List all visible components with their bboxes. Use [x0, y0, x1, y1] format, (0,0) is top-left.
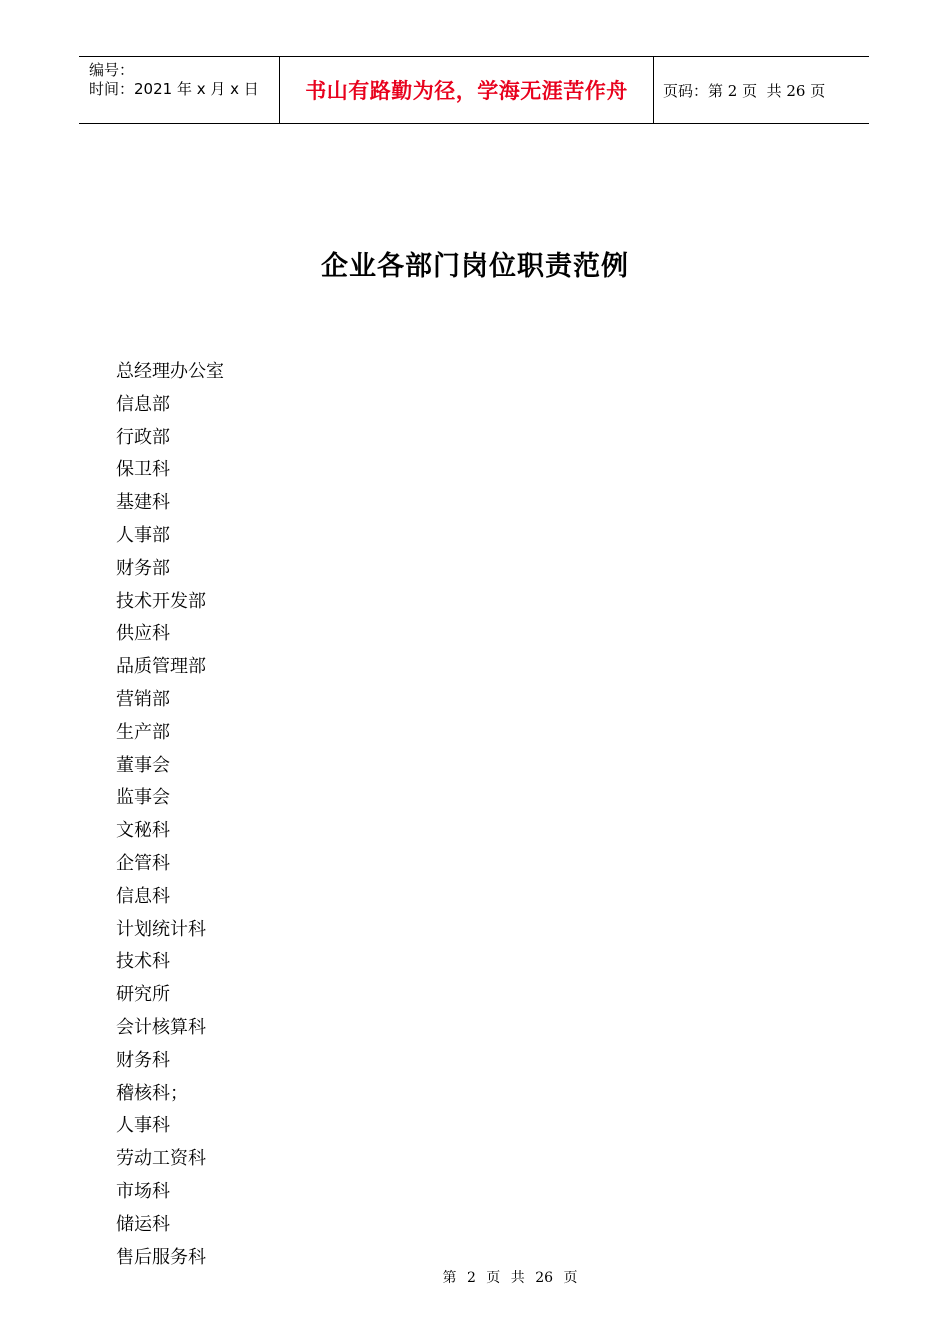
list-item: 研究所: [116, 984, 170, 1006]
header-page-info: 页码：第 2 页 共 26 页: [663, 81, 826, 100]
page-footer: 第 2 页 共 26 页: [442, 1270, 578, 1286]
list-item: 企管科: [116, 852, 170, 874]
list-item: 品质管理部: [116, 656, 206, 678]
department-list: [116, 356, 224, 1274]
list-item: 稽核科；: [116, 1082, 188, 1104]
list-item: 储运科: [116, 1213, 170, 1235]
list-item: 财务科: [116, 1049, 170, 1071]
list-item: 基建科: [116, 492, 170, 514]
header-motto: 书山有路勤为径，学海无涯苦作舟: [280, 57, 654, 123]
list-item: 行政部: [116, 426, 170, 448]
list-item: 信息部: [116, 393, 170, 415]
list-item: 技术开发部: [116, 590, 206, 612]
header-meta: [79, 57, 280, 123]
document-title: 企业各部门岗位职责范例: [321, 251, 629, 282]
list-item: 保卫科: [116, 459, 170, 481]
list-item: 售后服务科: [116, 1246, 206, 1268]
list-item: 生产部: [116, 721, 170, 743]
list-item: 人事部: [116, 524, 170, 546]
time-label: 时间：2021 年 x 月 x 日: [89, 80, 259, 98]
list-item: 计划统计科: [116, 918, 206, 940]
list-item: 监事会: [116, 787, 170, 809]
list-item: 信息科: [116, 885, 170, 907]
list-item: 会计核算科: [116, 1016, 206, 1038]
list-item: 劳动工资科: [116, 1148, 206, 1170]
list-item: 文秘科: [116, 820, 170, 842]
list-item: 总经理办公室: [116, 361, 224, 382]
code-label: 编号：: [89, 61, 135, 79]
list-item: 市场科: [116, 1180, 170, 1202]
list-item: 财务部: [116, 557, 170, 579]
list-item: 董事会: [116, 754, 170, 776]
list-item: 供应科: [116, 623, 170, 645]
list-item: 技术科: [116, 951, 170, 973]
list-item: 营销部: [116, 688, 170, 710]
page-header: [79, 56, 869, 124]
list-item: 人事科: [116, 1115, 170, 1137]
